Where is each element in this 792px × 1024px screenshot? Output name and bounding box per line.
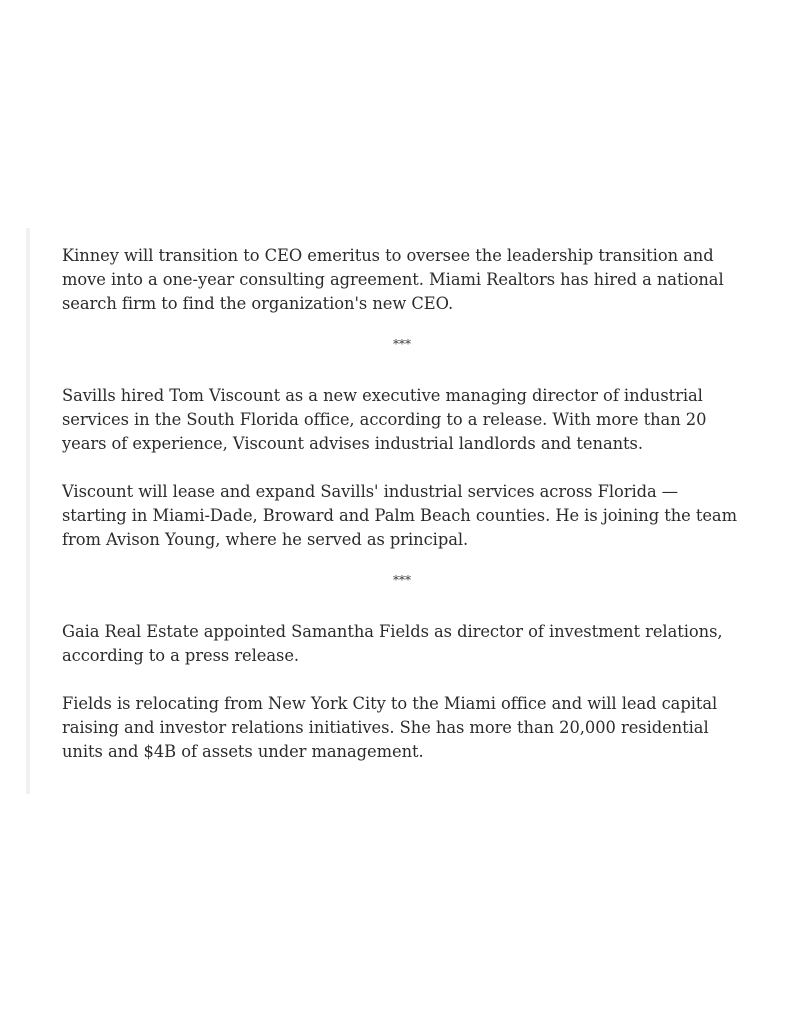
paragraph-kinney: Kinney will transition to CEO emeritus to oversee the leadership transition and move into a one-year consulting agreement. Miami Realtors has hired a national search firm to find the organization's new CEO. (62, 246, 724, 313)
article-body (62, 244, 742, 764)
paragraph-gap (62, 668, 742, 692)
paragraph-gap (62, 456, 742, 480)
paragraph-fields: Fields is relocating from New York City to the Miami office and will lead capital raising and investor relations initiatives. She has more than 20,000 residential units and $4B of assets under management. (62, 694, 718, 761)
left-margin-rule (26, 228, 30, 794)
section-separator: *** (393, 337, 411, 351)
paragraph-viscount: Viscount will lease and expand Savills' industrial services across Florida — starting in Miami-Dade, Broward and Palm Beach counties. He is joining the team from Avison Young, where he served as principal. (62, 482, 737, 549)
paragraph-savills-hire: Savills hired Tom Viscount as a new executive managing director of industrial services in the South Florida office, according to a release. With more than 20 years of experience, Viscount advises industrial landlords and tenants. (62, 386, 707, 453)
section-separator: *** (393, 573, 411, 587)
paragraph-gaia: Gaia Real Estate appointed Samantha Fields as director of investment relations, according to a press release. (62, 622, 723, 665)
